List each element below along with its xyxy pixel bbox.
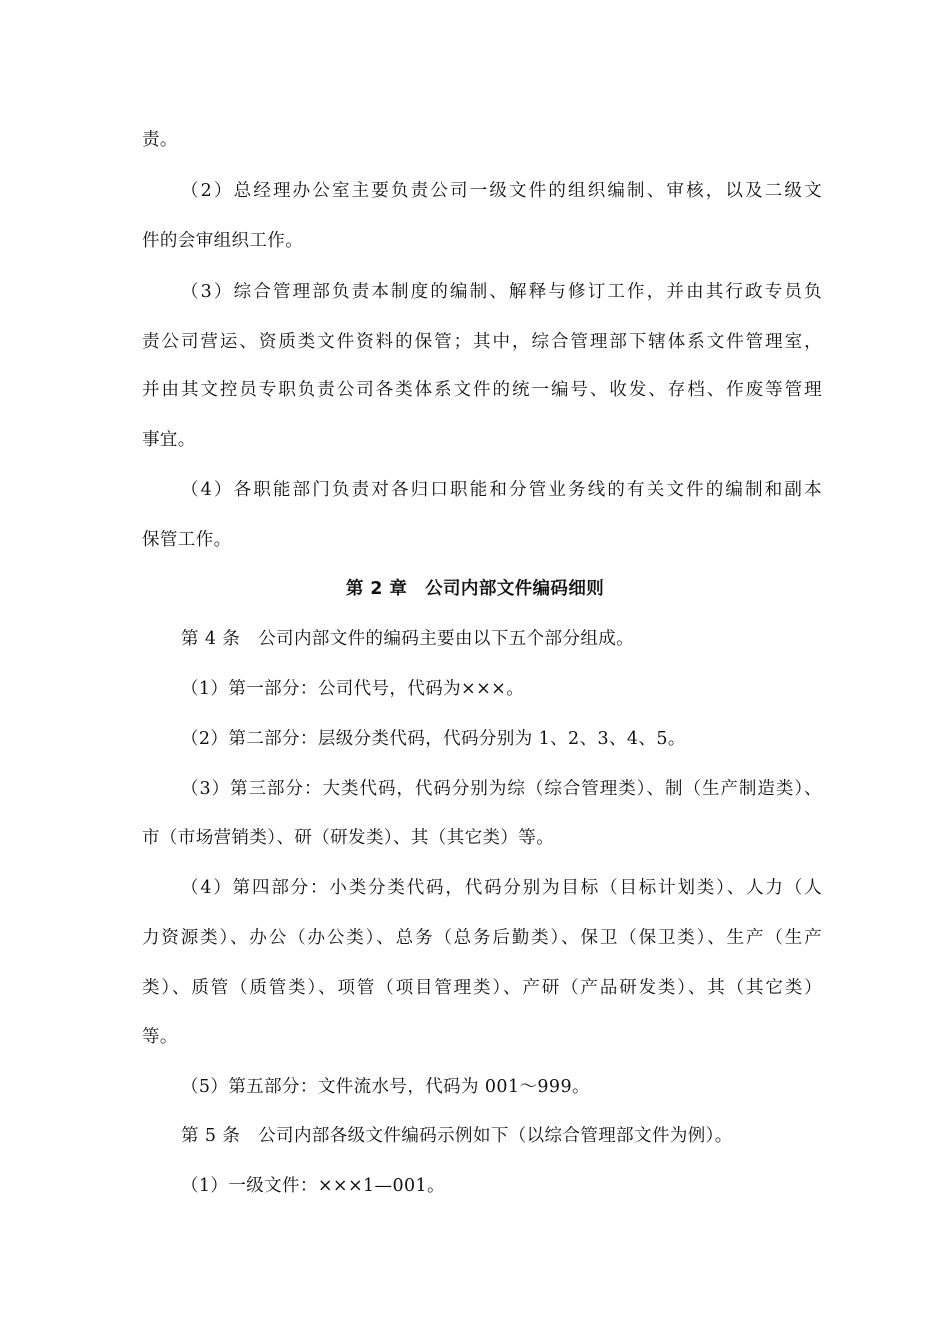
paragraph-line: 件的会审组织工作。 (142, 231, 304, 251)
list-item: （2）第二部分：层级分类代码，代码分别为 1、2、3、4、5。 (181, 729, 686, 749)
article-line: 第 4 条 公司内部文件的编码主要由以下五个部分组成。 (181, 629, 635, 649)
article-line: 第 5 条 公司内部各级文件编码示例如下（以综合管理部文件为例）。 (181, 1126, 733, 1146)
paragraph-line: （3）综合管理部负责本制度的编制、解释与修订工作，并由其行政专员负 (181, 282, 822, 302)
list-item: （5）第五部分：文件流水号，代码为 001～999。 (181, 1077, 590, 1097)
paragraph-line: 责。 (142, 130, 178, 150)
paragraph-line: 事宜。 (142, 430, 196, 450)
paragraph-line: 保管工作。 (142, 530, 232, 550)
list-item: （4）第四部分：小类分类代码，代码分别为目标（目标计划类）、人力（人 (181, 878, 822, 898)
paragraph-line: （2）总经理办公室主要负责公司一级文件的组织编制、审核，以及二级文 (181, 181, 822, 201)
paragraph-line: 并由其文控员专职负责公司各类体系文件的统一编号、收发、存档、作废等管理 (142, 380, 822, 400)
paragraph-line: 类）、质管（质管类）、项管（项目管理类）、产研（产品研发类）、其（其它类） (142, 978, 822, 998)
paragraph-line: 等。 (142, 1027, 178, 1047)
chapter-heading: 第 2 章 公司内部文件编码细则 (345, 579, 605, 599)
paragraph-line: 力资源类）、办公（办公类）、总务（总务后勤类）、保卫（保卫类）、生产（生产 (142, 928, 822, 948)
paragraph-line: 市（市场营销类）、研（研发类）、其（其它类）等。 (142, 828, 555, 848)
list-item: （3）第三部分：大类代码，代码分别为综（综合管理类）、制（生产制造类）、 (181, 779, 822, 799)
list-item: （1）第一部分：公司代号，代码为×××。 (181, 679, 525, 699)
paragraph-line: （4）各职能部门负责对各归口职能和分管业务线的有关文件的编制和副本 (181, 480, 822, 500)
paragraph-line: 责公司营运、资质类文件资料的保管；其中，综合管理部下辖体系文件管理室， (142, 332, 822, 352)
list-item: （1）一级文件：×××1—001。 (181, 1176, 445, 1196)
